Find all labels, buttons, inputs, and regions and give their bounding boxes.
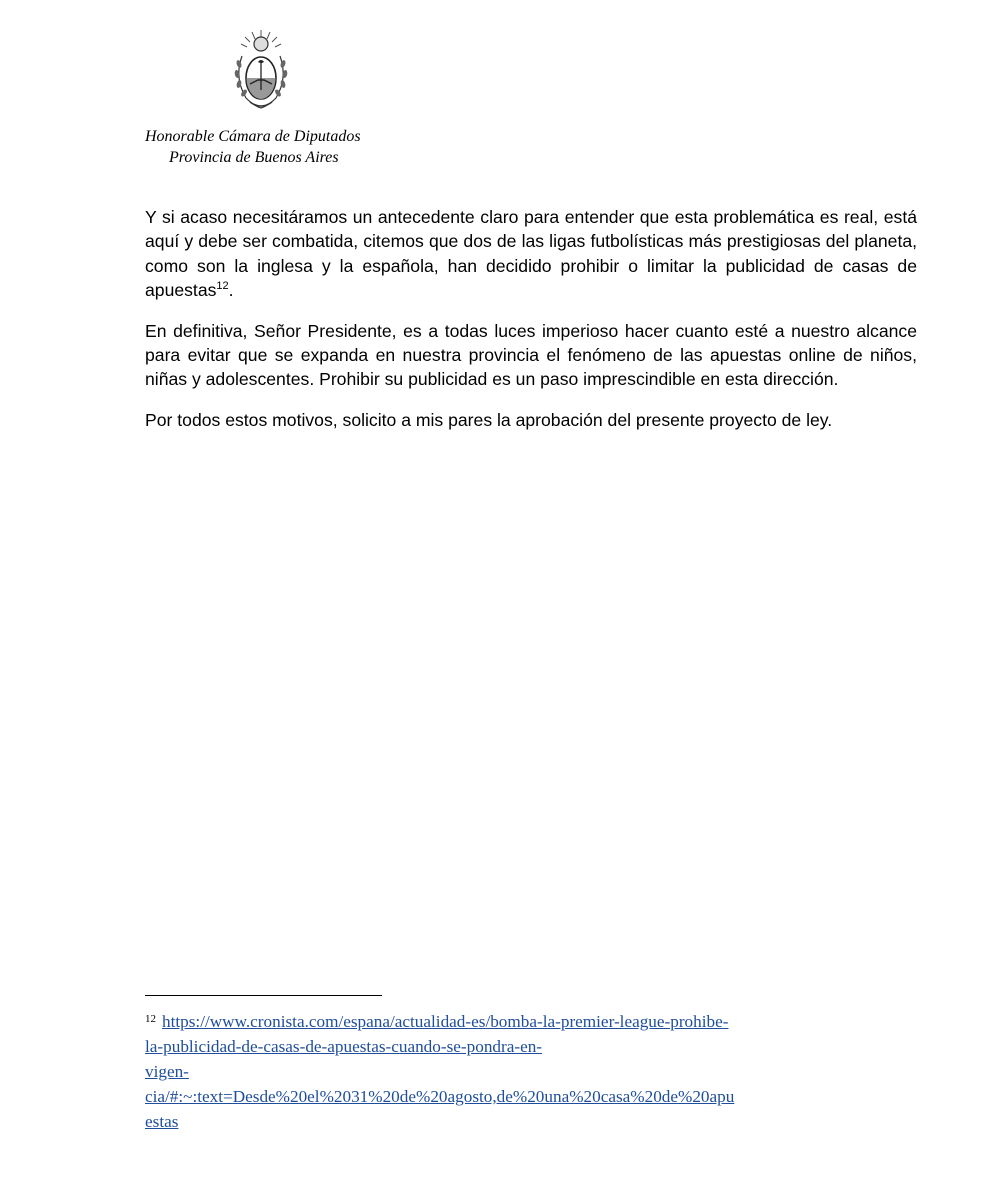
paragraph-1-end: . [228,280,234,301]
footnote-reference[interactable]: 12 [216,280,229,293]
paragraph-1 [145,205,917,303]
paragraph-2: En definitiva, Señor Presidente, es a todas luces imperioso hacer cuanto esté a nuestro alcance para evitar que se expanda en nuestra provincia el fenómeno de las apuestas online de niños, niñas y adolescentes. Prohibir su publicidad es un paso imprescindible en esta dirección. [145,320,917,390]
chamber-name: Honorable Cámara de Diputados [145,128,361,145]
footnote-link[interactable]: estas [145,1112,179,1131]
footnote-number: 12 [145,1013,156,1025]
coat-of-arms-icon [228,26,294,112]
document-header [145,126,361,168]
document-body [145,205,917,448]
footnote [145,1007,925,1134]
footnote-link[interactable]: cia/#:~:text=Desde%20el%2031%20de%20agosto,de%20una%20casa%20de%20apu [145,1087,735,1106]
footnote-link[interactable]: vigen- [145,1062,189,1081]
paragraph-3: Por todos estos motivos, solicito a mis pares la aprobación del presente proyecto de ley. [145,409,833,430]
paragraph-1-text: Y si acaso necesitáramos un antecedente claro para entender que esta problemática es real, está aquí y debe ser combatida, citemos que dos de las ligas futbolísticas más prestigiosas del planeta, como son la inglesa y la española, han decidido prohibir o limitar la publicidad de casas de apuestas [145,207,917,301]
footnote-link[interactable]: la-publicidad-de-casas-de-apuestas-cuando-se-pondra-en- [145,1037,543,1056]
footnote-link[interactable]: https://www.cronista.com/espana/actualidad-es/bomba-la-premier-league-prohibe- [162,1012,729,1031]
province-name: Provincia de Buenos Aires [169,149,339,166]
footnote-separator [145,995,382,996]
